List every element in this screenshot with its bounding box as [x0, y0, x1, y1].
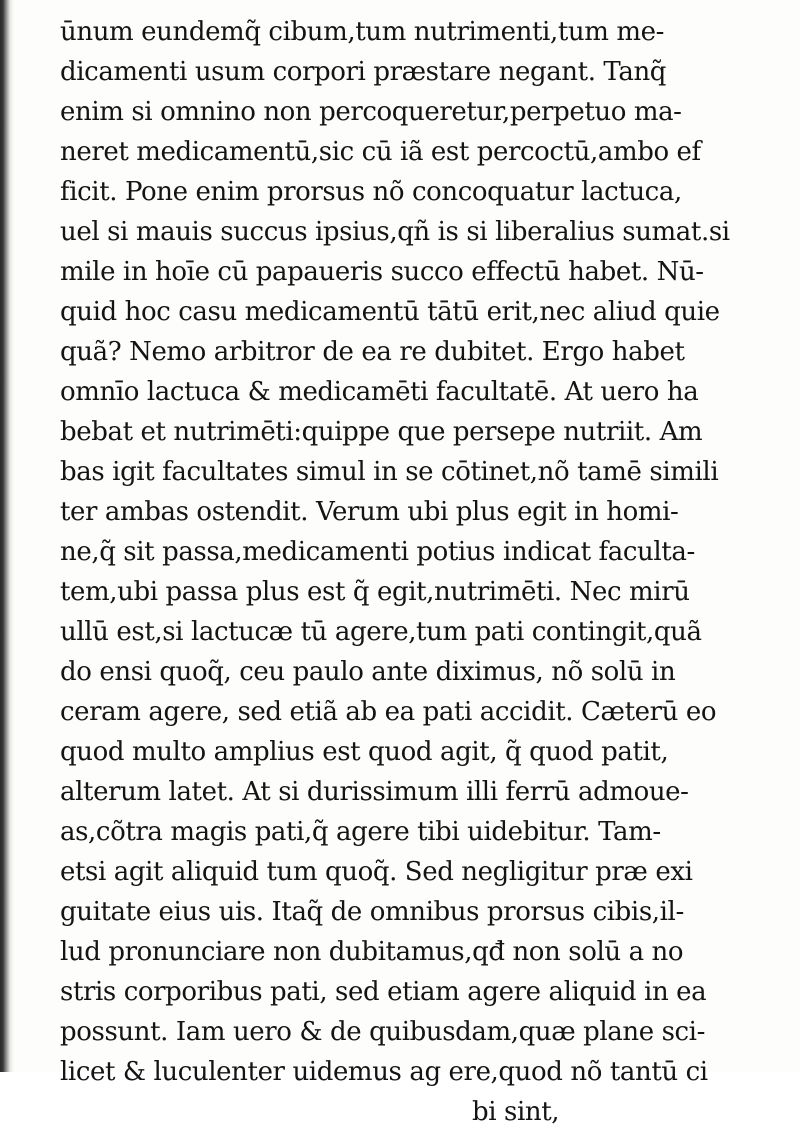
text-line: omnīo lactuca & medicamēti facultatē. At uero ha [60, 377, 699, 407]
text-line: ter ambas ostendit. Verum ubi plus egit in homi‑ [60, 497, 679, 527]
text-line: as,cõtra magis pati,q̃ agere tibi uidebitur. Tam‑ [60, 817, 661, 847]
text-line: do ensi quoq̃, ceu paulo ante diximus, nõ solū in [60, 657, 676, 687]
text-line: ceram agere, sed etiã ab ea pati accidit. Cæterū eo [60, 697, 717, 727]
text-line: uel si mauis succus ipsius,qñ is si liberalius sumat.si [60, 217, 730, 247]
text-line: guitate eius uis. Itaq̃ de omnibus prorsus cibis,il‑ [60, 897, 684, 927]
latin-text-body [60, 12, 760, 1132]
text-line: ullū est,si lactucæ tū agere,tum pati contingit,quã [60, 617, 702, 647]
text-line: dicamenti usum corpori præstare negant. Tanq̃ [60, 57, 667, 87]
text-line: tem,ubi passa plus est q̃ egit,nutrimēti. Nec mirū [60, 577, 690, 607]
text-line-final: bi sint, [472, 1097, 560, 1127]
binding-gutter [0, 0, 14, 1072]
text-line: lud pronunciare non dubitamus,qđ non solū a no [60, 937, 684, 967]
text-line: etsi agit aliquid tum quoq̃. Sed negligitur præ exi [60, 857, 693, 887]
text-line: enim si omnino non percoqueretur,perpetuo ma‑ [60, 97, 682, 127]
text-line: ne,q̃ sit passa,medicamenti potius indicat faculta‑ [60, 537, 695, 567]
text-line: mile in hoīe cū papaueris succo effectū habet. Nū‑ [60, 257, 704, 287]
text-line: quod multo amplius est quod agit, q̃ quod patit, [60, 737, 669, 767]
text-line: bebat et nutrimēti:quippe que persepe nutriit. Am [60, 417, 703, 447]
text-line: alterum latet. At si durissimum illi ferrū admoue‑ [60, 777, 689, 807]
text-line: bas igit facultates simul in se cōtinet,nõ tamē simili [60, 457, 719, 487]
text-line: neret medicamentū,sic cū iã est percoctū,ambo ef [60, 137, 701, 167]
text-line: ficit. Pone enim prorsus nõ concoquatur lactuca, [60, 177, 682, 207]
text-line: ūnum eundemq̃ cibum,tum nutrimenti,tum me‑ [60, 17, 664, 47]
text-line: quid hoc casu medicamentū tātū erit,nec aliud quie [60, 297, 720, 327]
text-line: quã? Nemo arbitror de ea re dubitet. Ergo habet [60, 337, 685, 367]
text-line: possunt. Iam uero & de quibusdam,quæ plane sci‑ [60, 1017, 705, 1047]
text-line: licet & luculenter uidemus ag ere,quod nõ tantū ci [60, 1057, 708, 1087]
text-line: stris corporibus pati, sed etiam agere aliquid in ea [60, 977, 707, 1007]
